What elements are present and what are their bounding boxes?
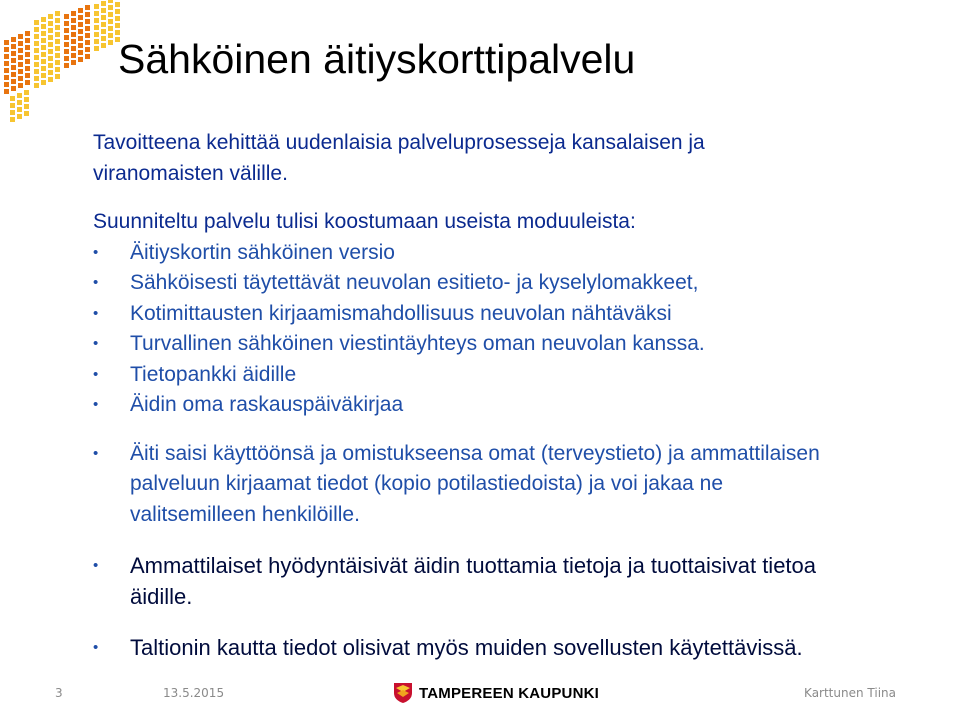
list-item: • Turvallinen sähköinen viestintäyhteys oman neuvolan kanssa. (93, 329, 943, 360)
footer-date: 13.5.2015 (163, 686, 225, 700)
list-item: • Äitiyskortin sähköinen versio (93, 238, 943, 269)
point-line: palveluun kirjaamat tiedot (kopio potilastiedoista) ja voi jakaa ne (130, 472, 724, 495)
slide-content (93, 128, 943, 663)
list-item: • Tietopankki äidille (93, 360, 943, 391)
list-item (93, 550, 943, 612)
slide-title: Sähköinen äitiyskorttipalvelu (118, 36, 636, 82)
list-item: • Sähköisesti täytettävät neuvolan esitieto- ja kyselylomakkeet, (93, 268, 943, 299)
modules-heading: Suunniteltu palvelu tulisi koostumaan useista moduuleista: (93, 210, 636, 233)
point-line: valitsemilleen henkilöille. (130, 502, 360, 526)
point-line: • Äiti saisi käyttöönsä ja omistukseensa omat (terveystieto) ja ammattilaisen (130, 441, 820, 465)
points-list (93, 550, 943, 612)
list-item (93, 632, 943, 663)
intro-line: Tavoitteena kehittää uudenlaisia palveluprosesseja kansalaisen ja (93, 131, 705, 154)
list-item (93, 439, 943, 531)
tampere-crest-icon (393, 682, 413, 704)
list-item: • Äidin oma raskauspäiväkirjaa (93, 390, 943, 421)
city-logo (393, 682, 599, 704)
intro-paragraph (93, 128, 943, 189)
intro-line: viranomaisten välille. (93, 161, 288, 185)
points-list (93, 439, 943, 531)
organization-name: TAMPEREEN KAUPUNKI (419, 684, 599, 702)
points-list (93, 632, 943, 663)
modules-list (93, 238, 943, 421)
page-number: 3 (55, 686, 63, 700)
point-line: • Taltionin kautta tiedot olisivat myös muiden sovellusten käytettävissä. (130, 635, 803, 660)
list-item: • Kotimittausten kirjaamismahdollisuus neuvolan nähtäväksi (93, 299, 943, 330)
slide-footer (0, 680, 960, 710)
point-line: äidille. (130, 584, 193, 609)
point-line: • Ammattilaiset hyödyntäisivät äidin tuottamia tietoja ja tuottaisivat tietoa (130, 553, 817, 578)
tampere-pattern-icon (0, 0, 130, 140)
footer-author: Karttunen Tiina (804, 686, 896, 700)
